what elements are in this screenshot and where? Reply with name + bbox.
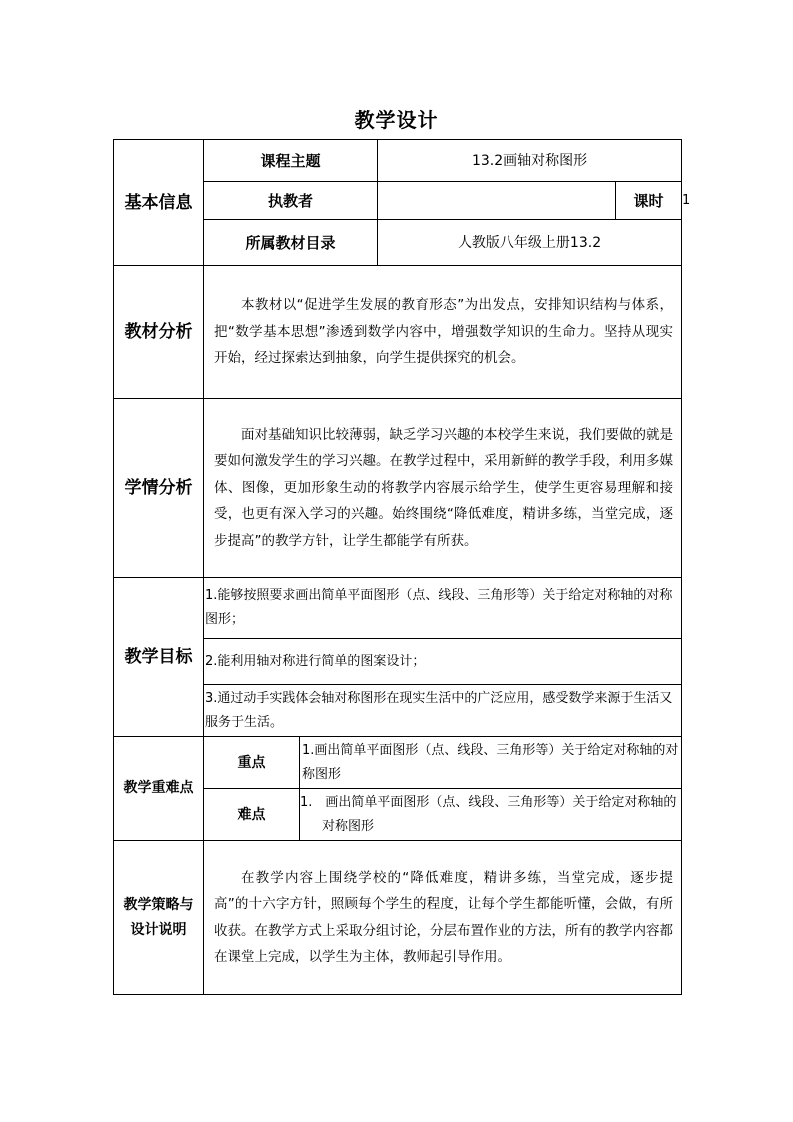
strategy-label bbox=[114, 841, 204, 995]
strategy-text: 在教学内容上围绕学校的“降低难度，精讲多练，当堂完成，逐步提高”的十六字方针，照顾每个学生的程度，让每个学生都能听懂，会做，有所收获。在教学方式上采取分组讨论，分层布置作业的方法，所有的教学内容都在课堂上完成，以学生为主体，教师起引导作用。 bbox=[204, 841, 682, 995]
course-topic-label: 课程主题 bbox=[204, 140, 378, 182]
material-analysis-text: 本教材以“促进学生发展的教育形态”为出发点，安排知识结构与体系，把“数学基本思想”渗透到数学内容中，增强数学知识的生命力。坚持从现实开始，经过探索达到抽象，向学生提供探究的机会。 bbox=[204, 266, 682, 399]
strategy-label-line2: 设计说明 bbox=[130, 921, 187, 938]
teaching-goals-label: 教学目标 bbox=[114, 578, 204, 737]
difficult-point-text: 1. 画出简单平面图形（点、线段、三角形等）关于给定对称轴的对称图形 bbox=[300, 789, 682, 841]
basic-info-label: 基本信息 bbox=[114, 140, 204, 266]
teaching-goal-item: 2.能利用轴对称进行简单的图案设计； bbox=[204, 639, 682, 685]
student-analysis-text: 面对基础知识比较薄弱，缺乏学习兴趣的本校学生来说，我们要做的就是要如何激发学生的学习兴趣。在教学过程中，采用新鲜的教学手段，利用多媒体、图像，更加形象生动的将教学内容展示给学生，使学生更容易理解和接受，也更有深入学习的兴趣。始终围绕“降低难度，精讲多练，当堂完成，逐步提高”的教学方针，让学生都能学有所获。 bbox=[204, 399, 682, 578]
teaching-goal-item: 3.通过动手实践体会轴对称图形在现实生活中的广泛应用，感受数学来源于生活又服务于生活。 bbox=[204, 685, 682, 737]
teaching-goal-item: 1.能够按照要求画出简单平面图形（点、线段、三角形等）关于给定对称轴的对称图形； bbox=[204, 578, 682, 639]
teacher-value bbox=[378, 182, 616, 220]
key-point-label: 重点 bbox=[204, 737, 300, 789]
textbook-catalog-label: 所属教材目录 bbox=[204, 220, 378, 266]
key-point-text: 1.画出简单平面图形（点、线段、三角形等）关于给定对称轴的对称图形 bbox=[300, 737, 682, 789]
teacher-label: 执教者 bbox=[204, 182, 378, 220]
textbook-catalog-value: 人教版八年级上册13.2 bbox=[378, 220, 682, 266]
document-title: 教学设计 bbox=[354, 108, 439, 132]
course-topic-value: 13.2画轴对称图形 bbox=[378, 140, 682, 182]
student-analysis-label: 学情分析 bbox=[114, 399, 204, 578]
difficult-point-label: 难点 bbox=[204, 789, 300, 841]
material-analysis-label: 教材分析 bbox=[114, 266, 204, 399]
lesson-plan-table: 基本信息 课程主题 13.2画轴对称图形 执教者 课时 1 所属教材目录 人教版八年级上册13.2 教材分析 本教材以“促进学生发展的教育形态”为出发点，安排知识结构与体系，把“数学基本思想”渗透到数学内容中，增强数学知识的生命力。坚持从现实开始，经过探索达到抽象，向学生提供探究的机会。 学情分析 面对基础知识比较薄弱，缺乏学习兴趣的本校学生来说，我们要做的就是要如何激发学生的学习兴趣。在教学过程中，采用新鲜的教学手段，利用多媒体、图像，更加形象生动的将教学内容展示给学生，使学生更容易理解和接受，也更有深入学习的兴趣。始终围绕“降低难度，精讲多练，当堂完成，逐步提高”的教学方针，让学生都能学有所获。 教学目标 1.能够按照要求画出简单平面图形（点、线段、三角形等）关于给定对称轴的对称图形； 2.能利用轴对称进行简单的图案设计； 3.通过动手实践体会轴对称图形在现实生活中的广泛应用，感受数学来源于生活又服务于生活。 教学重难点 重点 1.画出简单平面图形（点、线段、三角形等）关于给定对称轴的对称图形 难点 1. 画出简单平面图形（点、线段、三角形等）关于给定对称轴的对称图形 教学策略与 设计说明 在教学内容上围绕学校的“降低难度，精讲多练，当堂完成，逐步提高”的十六字方针，照顾每个学生的程度，让每个学生都能听懂，会做，有所收获。在教学方式上采取分组讨论，分层布置作业的方法，所有的教学内容都在课堂上完成，以学生为主体，教师起引导作用。 bbox=[113, 139, 682, 995]
key-difficult-label: 教学重难点 bbox=[114, 737, 204, 841]
strategy-label-line1: 教学策略与 bbox=[123, 896, 194, 913]
class-hours-label: 课时 bbox=[616, 182, 682, 220]
